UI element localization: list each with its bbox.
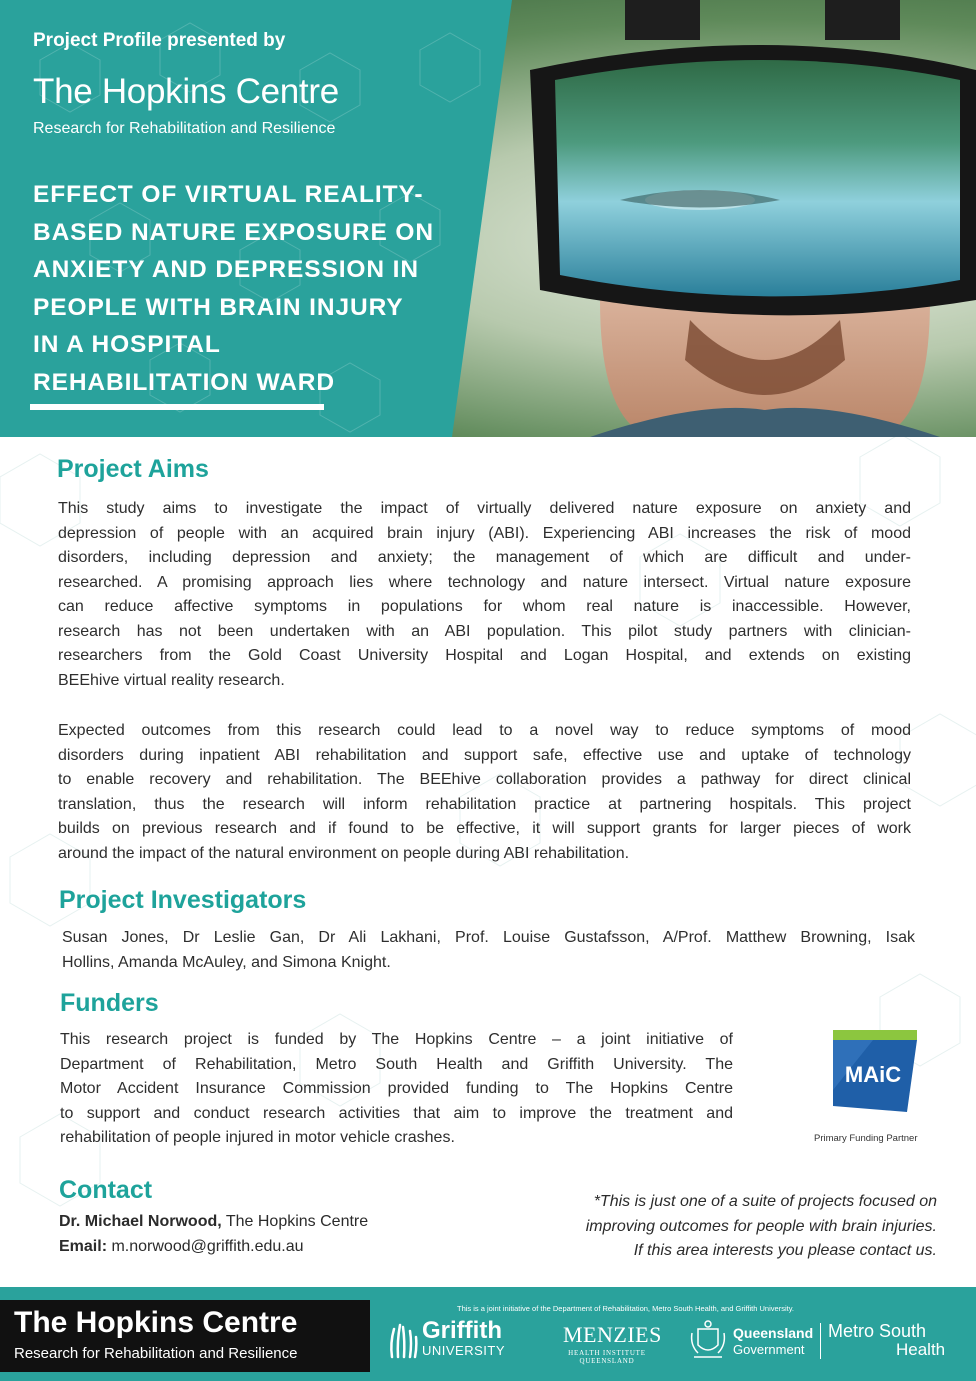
contact-name <box>59 1213 368 1231</box>
griffith-name: Griffith <box>422 1317 502 1344</box>
brand-subtitle: Research for Rehabilitation and Resilience <box>33 120 336 137</box>
aims-heading-bold: Project <box>57 455 142 483</box>
title-underline <box>30 404 324 410</box>
funding-partner-caption: Primary Funding Partner <box>814 1133 918 1144</box>
footer-brand: The Hopkins Centre <box>14 1306 298 1339</box>
text-line: around the impact of the natural environment on people during ABI rehabilitation. <box>58 844 630 862</box>
email-link[interactable]: m.norwood@griffith.edu.au <box>107 1238 304 1255</box>
text-line: research has not been undertaken with an ABI population. This pilot study partners with clinician- <box>58 622 911 640</box>
footer-bar <box>0 1287 976 1381</box>
contact-organisation: The Hopkins Centre <box>221 1213 369 1230</box>
menzies-name: MENZIES <box>563 1322 662 1347</box>
maic-logo <box>833 1030 917 1112</box>
text-line: to support and conduct research activities that aim to improve the treatment and <box>60 1104 733 1122</box>
queensland-subtitle: Government <box>733 1342 805 1357</box>
metro-south-name: Metro South <box>828 1321 927 1341</box>
text-line: Expected outcomes from this research could lead to a novel way to reduce symptoms of mood <box>58 722 911 739</box>
text-line: disorders during inpatient ABI rehabilitation and support safe, effective use and uptake of technology <box>58 746 911 764</box>
text-line: BEEhive virtual reality research. <box>58 671 285 689</box>
text-line: This research project is funded by The Hopkins Centre – a joint initiative of <box>60 1031 733 1048</box>
footer-divider <box>820 1323 821 1359</box>
funders-heading <box>60 989 159 1018</box>
email-label: Email: <box>59 1238 108 1255</box>
investigators-list <box>62 926 915 975</box>
metro-south-subtitle: Health <box>896 1340 946 1359</box>
footer-brand-subtitle: Research for Rehabilitation and Resilience <box>14 1345 298 1362</box>
text-line: This study aims to investigate the impact of virtually delivered nature exposure on anxiety and <box>58 500 911 517</box>
menzies-subtitle: HEALTH INSTITUTE QUEENSLAND <box>568 1349 646 1365</box>
text-line: translation, thus the research will inform rehabilitation practice at partnering hospitals. This project <box>58 795 911 813</box>
title-line: ANXIETY AND DEPRESSION IN <box>33 256 419 283</box>
queensland-name: Queensland <box>733 1325 814 1341</box>
griffith-subtitle: UNIVERSITY <box>422 1343 506 1358</box>
title-line: IN A HOSPITAL <box>33 331 221 358</box>
title-line: BASED NATURE EXPOSURE ON <box>33 218 434 246</box>
text-line: Motor Accident Insurance Commission provided funding to The Hopkins Centre <box>60 1080 733 1097</box>
text-line: builds on previous research and if found to be effective, it will support grants for larger pieces of work <box>58 820 911 837</box>
footer-hopkins-logo <box>0 1300 370 1372</box>
note-line: improving outcomes for people with brain injuries. <box>585 1217 937 1235</box>
aims-paragraph-2 <box>58 719 911 866</box>
contact-heading <box>59 1176 152 1205</box>
text-line: Susan Jones, Dr Leslie Gan, Dr Ali Lakhani, Prof. Louise Gustafsson, A/Prof. Matthew Browning, Isak <box>62 929 915 946</box>
text-line: can reduce affective symptoms in populations for whom real nature is inaccessible. However, <box>58 598 911 615</box>
text-line: Department of Rehabilitation, Metro South Health and Griffith University. The <box>60 1055 733 1073</box>
text-line: to enable recovery and rehabilitation. The BEEhive collaboration provides a pathway for direct clinical <box>58 771 911 788</box>
text-line: researched. A promising approach lies where technology and nature intersect. Virtual nature exposure <box>58 573 911 591</box>
contact-email[interactable] <box>59 1238 304 1256</box>
text-line: disorders, including depression and anxiety; the management of which are difficult and under- <box>58 549 911 566</box>
text-line: depression of people with an acquired brain injury (ABI). Experiencing ABI increases the risk of mood <box>58 524 911 542</box>
text-line: researchers from the Gold Coast University Hospital and Logan Hospital, and extends on existing <box>58 647 911 664</box>
funders-paragraph <box>60 1028 733 1151</box>
note-line: If this area interests you please contact us. <box>633 1242 937 1259</box>
aims-heading <box>57 455 209 484</box>
contact-heading-text: Contact <box>59 1176 153 1204</box>
funders-heading-text: Funders <box>60 989 159 1017</box>
maic-logo-text: MAiC <box>844 1062 902 1087</box>
text-line: Hollins, Amanda McAuley, and Simona Knight. <box>62 953 391 971</box>
header-banner <box>0 0 976 437</box>
griffith-logo <box>388 1323 418 1359</box>
investigators-heading <box>59 886 306 915</box>
contact-note <box>517 1190 937 1264</box>
note-line: *This is just one of a suite of projects focused on <box>593 1193 937 1210</box>
title-line: EFFECT OF VIRTUAL REALITY- <box>33 181 424 208</box>
project-title <box>33 176 503 401</box>
investigators-heading-rest: Investigators <box>143 886 307 914</box>
queensland-crest <box>688 1319 728 1361</box>
title-line: REHABILITATION WARD <box>33 368 335 396</box>
aims-paragraph-1 <box>58 497 911 693</box>
joint-initiative-text: This is a joint initiative of the Department of Rehabilitation, Metro South Health, and Griffith University. <box>457 1304 794 1313</box>
aims-heading-rest: Aims <box>141 455 209 483</box>
title-line: PEOPLE WITH BRAIN INJURY <box>33 293 404 321</box>
brand-name: The Hopkins Centre <box>33 72 339 111</box>
text-line: rehabilitation of people injured in motor vehicle crashes. <box>60 1129 455 1146</box>
presented-by-label: Project Profile presented by <box>33 30 286 51</box>
investigators-heading-bold: Project <box>59 886 144 914</box>
contact-name-bold: Dr. Michael Norwood, <box>59 1213 222 1230</box>
